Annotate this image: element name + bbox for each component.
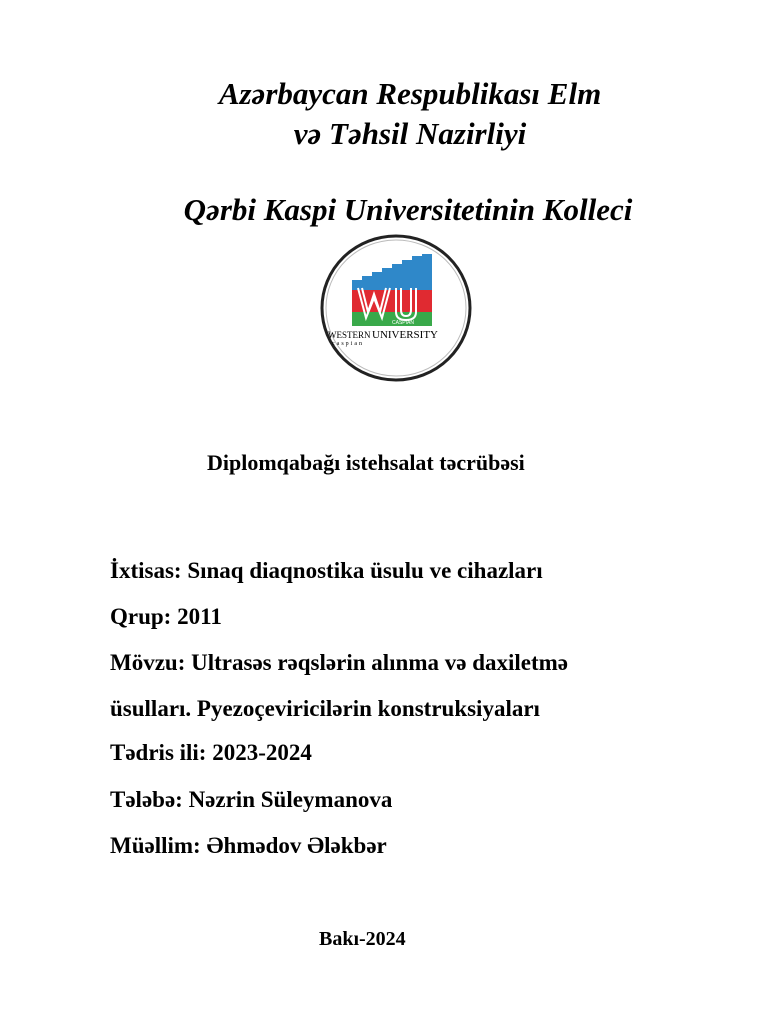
logo-flag	[352, 254, 432, 326]
field-qrup-value: 2011	[177, 604, 222, 629]
field-movzu-label: Mövzu:	[110, 650, 186, 675]
ministry-title-line1: Azərbaycan Respublikası Elm	[218, 76, 602, 111]
field-muellim-label: Müəllim:	[110, 833, 201, 858]
field-ixtisas	[110, 556, 543, 586]
field-tedris-ili	[110, 738, 312, 768]
field-qrup	[110, 602, 222, 632]
field-ixtisas-value: Sınaq diaqnostika üsulu ve cihazları	[187, 558, 543, 583]
field-qrup-label: Qrup:	[110, 604, 172, 629]
logo-caspian-banner: CASPIAN	[392, 320, 414, 326]
field-muellim-value: Əhmədov Ələkbər	[206, 833, 387, 858]
field-ixtisas-label: İxtisas:	[110, 558, 182, 583]
field-movzu-value-line2: üsulları. Pyezoçeviricilərin konstruksiyaları	[110, 696, 540, 721]
field-teleba	[110, 785, 392, 815]
field-movzu-value-line1: Ultrasəs rəqslərin alınma və daxiletmə	[191, 650, 568, 675]
document-type: Diplomqabağı istehsalat təcrübəsi	[207, 450, 525, 475]
ministry-title-line2: və Təhsil Nazirliyi	[293, 116, 527, 151]
field-movzu	[110, 648, 568, 678]
field-teleba-value: Nəzrin Süleymanova	[188, 787, 393, 812]
logo-text-western: WESTERN	[328, 330, 371, 340]
footer-city-year: Bakı-2024	[319, 928, 406, 950]
field-tedris-value: 2023-2024	[212, 740, 312, 765]
university-logo	[316, 232, 476, 384]
field-teleba-label: Tələbə:	[110, 787, 183, 812]
field-movzu-line2	[110, 694, 540, 724]
field-muellim	[110, 831, 387, 861]
logo-text-caspian: caspian	[332, 341, 364, 347]
logo-text-university: UNIVERSITY	[372, 329, 438, 341]
college-title: Qərbi Kaspi Universitetinin Kolleci	[183, 192, 633, 227]
field-tedris-label: Tədris ili:	[110, 740, 207, 765]
